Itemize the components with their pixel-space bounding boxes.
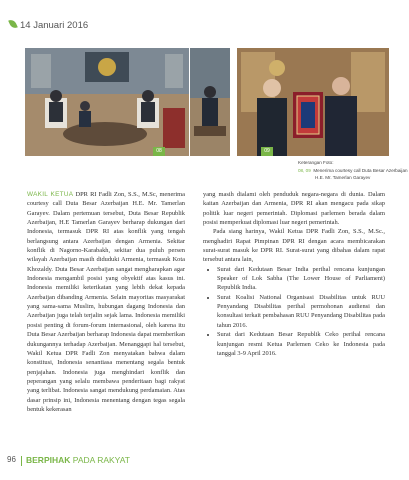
article-left-paragraph: DPR RI Fadli Zon, S.S., M.Sc, menerima courtesy call Duta Besar Azerbaijan H.E. Mr. Tamerlan Garayev. Dalam pertemuan tersebut, Duta Besar Republik Azerbaijan, H.E Tamerlan Garayev berharap dukungan dari Indonesia, termasuk DPR RI atas konflik yang tengah berlangsung antara Azerbaijan dengan Armenia. Sekitar konflik di Nagorno-Karabakh, sekitar dua puluh persen wilayah Azerbaijan masih diduduki Armenia, termasuk Kota Khozaldy. Duta Besar Azerbaijan sangat mengharapkan agar Indonesia mengambil posisi yang obyektif atas kasus ini. Indonesia memiliki keterikatan yang lebih dekat kepada Azerbaijan dibanding Armenia. Selain mayoritas masyarakat yang sama-sama Muslim, hubungan dagang Indonesia dan Azerbaijan juga telah terjalin sejak lama. Indonesia memiliki posisi penting di forum-forum internasional, oleh karena itu Duta Besar Azerbaijan berharap Indonesia dapat memberikan dukungannya terhadap Azerbaijan. Menanggapi hal tersebut, Wakil Ketua DPR Fadli Zon menyatakan bahwa dalam konstitusi, Indonesia senantiasa menentang segala bentuk penjajahan. Indonesia juga menghindari konflik dan peperangan yang selalu membawa penderitaan bagi rakyat yang terlibat. Indonesia sangat mendukung perdamaian. Atas dasar prinsip ini, Indonesia menentang dengan tegas segala bentuk kekerasan xyxy=(27,191,185,413)
caption-line-1: Menerima courtesy call Duta Besar Azerbaijan xyxy=(313,168,408,173)
brand-rest: PADA RAKYAT xyxy=(72,455,130,465)
caption-body xyxy=(298,167,408,181)
caption-line-2: H.E. Mr. Tamerlan Garayev xyxy=(315,175,371,180)
photo-meeting-illustration xyxy=(25,48,189,156)
footer-brand xyxy=(26,455,130,465)
article-left-column xyxy=(27,190,185,414)
article-right-paragraph-2: Pada siang harinya, Wakil Ketua DPR Fadli Zon, S.S., M.Sc., menghadiri Rapat Pimpinan DPR RI dengan acara membicarakan surat-surat masuk ke DPR RI. Surat-surat yang dibahas dalam rapat tersebut antara lain, xyxy=(203,228,385,264)
header-date: 14 Januari 2016 xyxy=(20,20,89,31)
article-right-paragraph-1: yang masih dialami oleh penduduk negara-negara di dunia. Dalam kaitan Azerbaijan dan Armenia, DPR RI akan mengacu pada sikap politik luar negeri pemerintah. Diplomasi parlemen berada dalam posisi memperkuat diplomasi luar negeri pemerintah. xyxy=(203,191,385,227)
footer-divider xyxy=(21,456,22,466)
list-item: • Surat dari Kedutaan Besar Republik Ceko perihal rencana kunjungan resmi Ketua Parlemen Ceko ke Indonesia pada tanggal 3-9 April 2016. xyxy=(217,330,385,358)
brand-bold: BERPIHAK xyxy=(26,455,71,465)
list-item: • Surat Koalisi National Organisasi Disabilitas untuk RUU Penyandang Disabilitas perihal permohonan audiensi dan konsultasi terkait pembahasan RUU Penyandang Disabilitas pada tahun 2016. xyxy=(217,293,385,330)
photo-tag: 09 xyxy=(261,147,273,156)
photo-gift-illustration xyxy=(237,48,389,156)
caption-photo-numbers: 08, 09 xyxy=(298,168,311,173)
leaf-icon xyxy=(8,18,18,30)
photo-side-illustration xyxy=(190,48,230,156)
page-number: 96 xyxy=(7,455,16,464)
article-right-column xyxy=(203,190,385,358)
caption-heading: Keterangan Foto: xyxy=(298,160,334,165)
list-item: • Surat dari Kedutaan Besar India perihal rencana kunjungan Speaker of Lok Sabha (The Lower House of Parliament) Republik India. xyxy=(217,265,385,293)
article-lead: WAKIL KETUA xyxy=(27,191,74,198)
photo-meeting-room xyxy=(25,48,189,156)
photo-meeting-side xyxy=(190,48,230,156)
photo-tag: 08 xyxy=(153,147,165,156)
letters-list xyxy=(203,265,385,358)
photo-gift-handover xyxy=(237,48,389,156)
